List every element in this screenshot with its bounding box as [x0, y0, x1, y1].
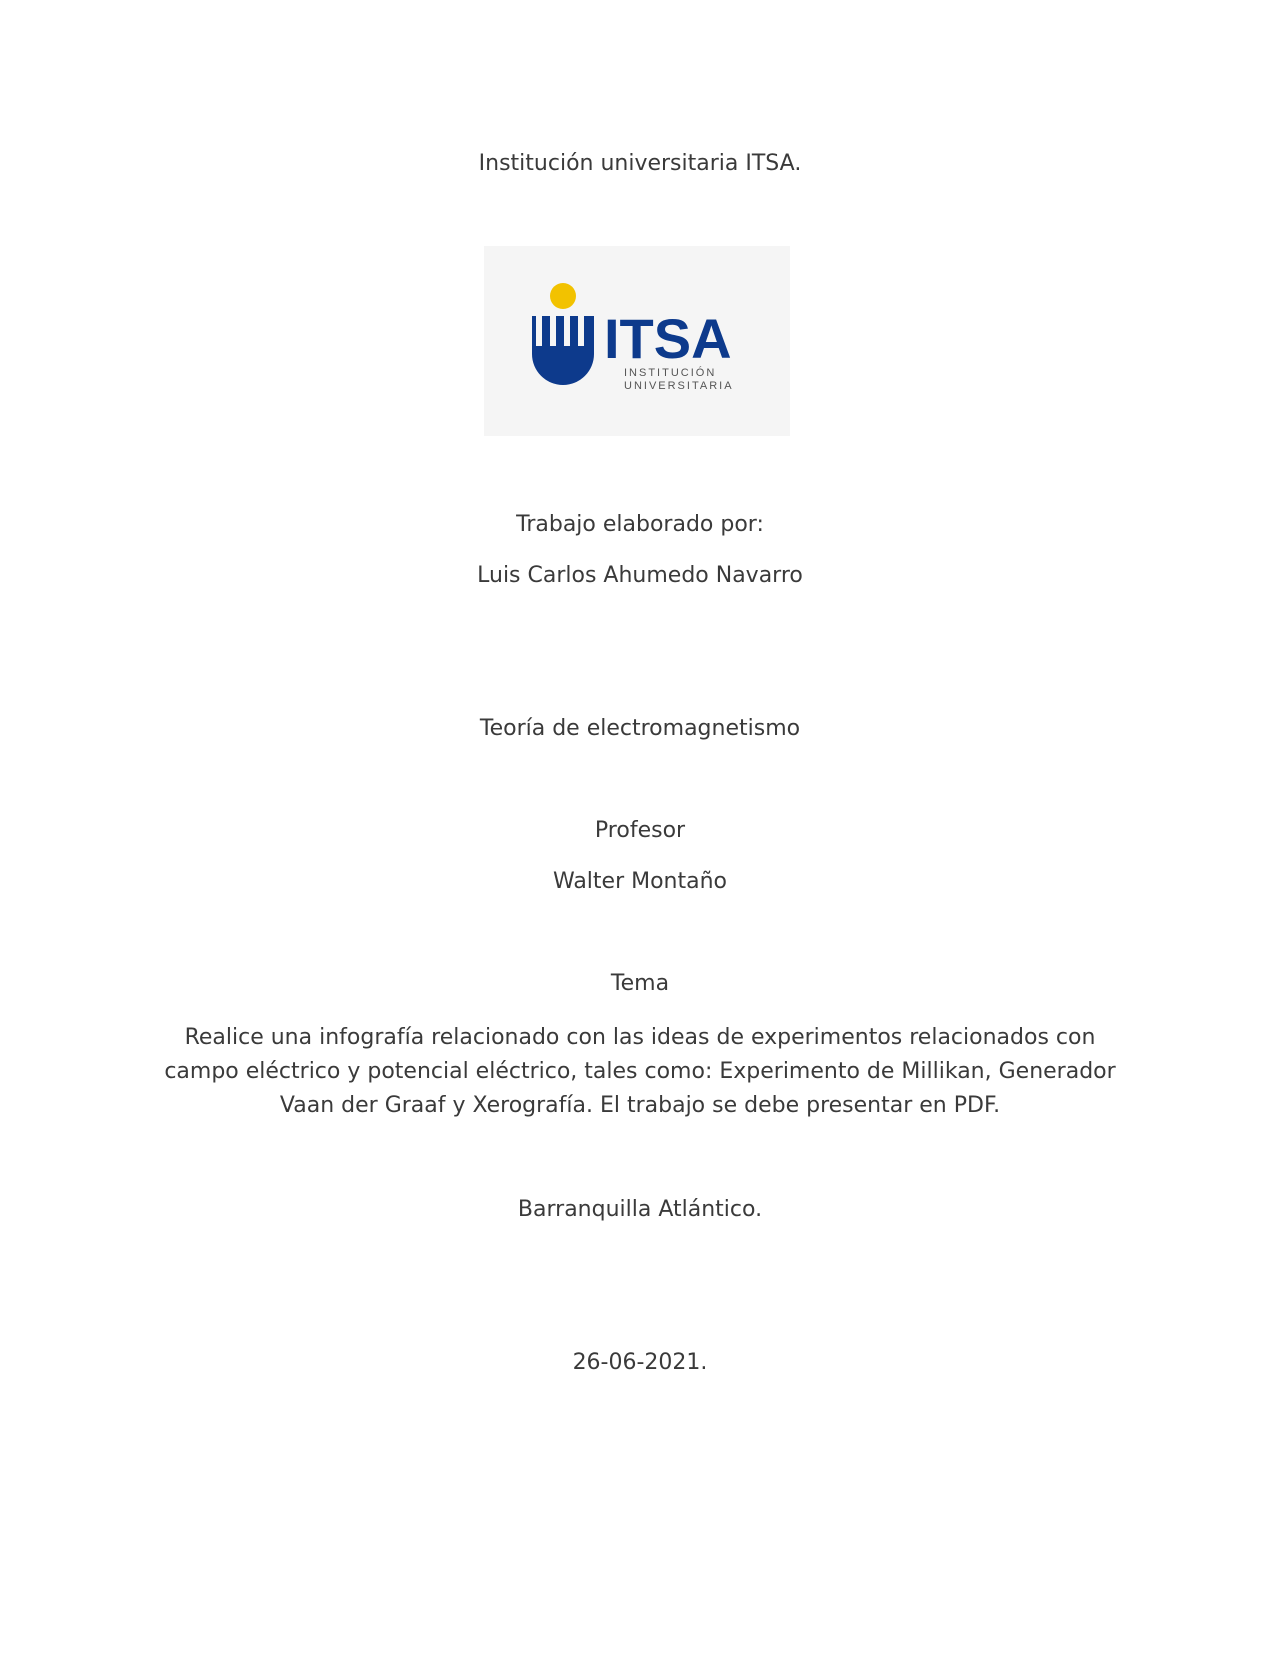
author-label: Trabajo elaborado por: [516, 512, 764, 537]
professor-label: Profesor [594, 818, 686, 843]
svg-text:INSTITUCIÓN: INSTITUCIÓN [624, 367, 717, 379]
svg-text:UNIVERSITARIA: UNIVERSITARIA [624, 380, 734, 392]
itsa-logo-icon [484, 246, 790, 436]
institution-title: Institución universitaria ITSA. [478, 151, 802, 176]
date: 26-06-2021. [572, 1350, 708, 1375]
course-name: Teoría de electromagnetismo [479, 716, 801, 741]
author-name: Luis Carlos Ahumedo Navarro [477, 563, 803, 588]
topic-label: Tema [610, 971, 670, 996]
location: Barranquilla Atlántico. [517, 1197, 763, 1222]
svg-text:ITSA: ITSA [604, 307, 732, 370]
itsa-logo [484, 246, 790, 436]
professor-name: Walter Montaño [552, 869, 728, 894]
topic-text: Realice una infografía relacionado con las ideas de experimentos relacionados con campo eléctrico y potencial eléctrico, tales como: Experimento de Millikan, Generador Vaan der Graaf y Xerografía. El trabajo se debe presentar en PDF. [164, 1025, 1116, 1118]
